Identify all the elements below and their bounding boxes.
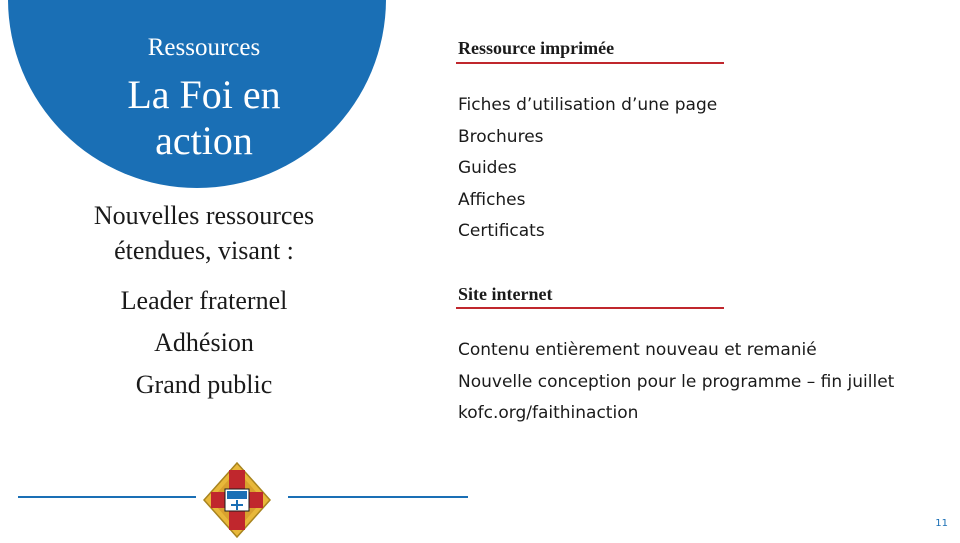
target-item: Leader fraternel (120, 286, 288, 315)
intro-line-2: étendues, visant : (114, 236, 294, 265)
target-list (48, 280, 360, 406)
intro-text (48, 198, 360, 268)
print-list-item: Guides (458, 158, 517, 178)
print-heading: Ressource imprimée (458, 38, 615, 58)
print-list-item: Fiches d’utilisation d’une page (458, 95, 718, 115)
intro-line-1: Nouvelles ressources (93, 201, 315, 230)
print-list (458, 95, 717, 253)
web-list-item: Contenu entièrement nouveau et remanié (458, 340, 817, 360)
print-list-item: Certificats (458, 221, 545, 241)
target-item: Adhésion (154, 328, 254, 357)
title-line-1: La Foi en (127, 72, 281, 117)
knights-of-columbus-emblem-icon (203, 462, 271, 538)
web-list-item[interactable]: kofc.org/faithinaction (458, 403, 639, 423)
web-heading: Site internet (458, 284, 553, 304)
page-title (8, 72, 400, 164)
web-list (458, 340, 894, 435)
print-heading-rule (456, 62, 724, 64)
target-item: Grand public (135, 370, 273, 399)
footer-line-left (18, 496, 196, 498)
print-list-item: Brochures (458, 126, 544, 147)
print-list-item: Affiches (458, 189, 526, 210)
web-heading-rule (456, 307, 724, 309)
title-line-2: action (155, 118, 253, 163)
page-number: 11 (935, 518, 948, 529)
header-kicker: Ressources (147, 34, 261, 61)
web-list-item: Nouvelle conception pour le programme – fin juillet (458, 371, 895, 392)
footer-line-right (288, 496, 468, 498)
